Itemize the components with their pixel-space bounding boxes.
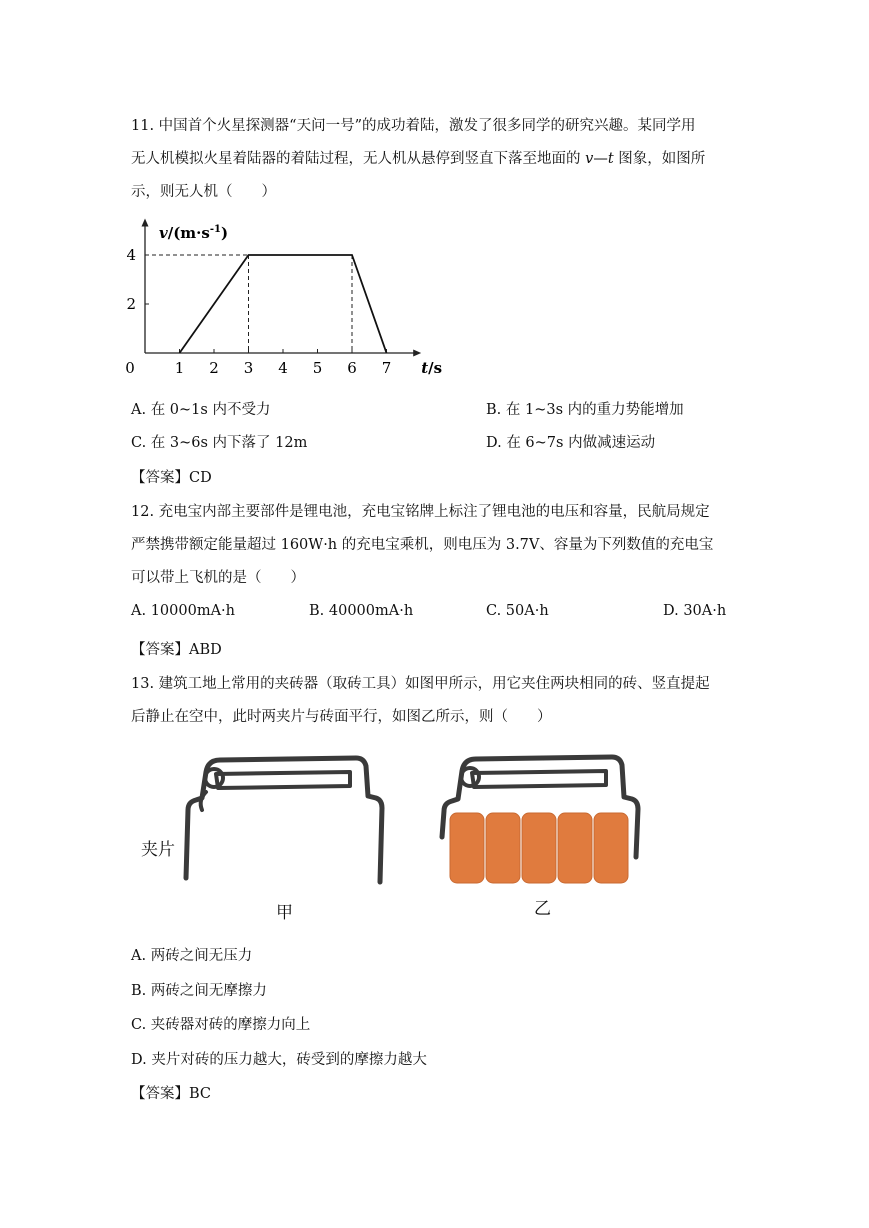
x-tick-label: 5	[312, 359, 323, 377]
q13-stem-line1: 13. 建筑工地上常用的夹砖器（取砖工具）如图甲所示，用它夹住两块相同的砖、竖直提起	[131, 676, 710, 692]
figure-yi-label: 乙	[534, 899, 551, 919]
x-tick-label: 6	[347, 359, 357, 377]
x-tick-label: 4	[278, 359, 288, 377]
q12-option-b: B. 40000mA·h	[309, 603, 414, 619]
x-tick-label: 2	[209, 359, 219, 377]
brick	[522, 813, 556, 883]
q13-answer: 【答案】BC	[131, 1086, 212, 1102]
figure-jia-clamp	[180, 748, 390, 888]
q11-t-symbol: t	[607, 151, 614, 167]
x-tick-label: 0	[125, 359, 135, 377]
q13-option-d: D. 夹片对砖的压力越大，砖受到的摩擦力越大	[131, 1052, 427, 1068]
q13-option-b: B. 两砖之间无摩擦力	[131, 983, 267, 999]
q11-stem-text: 无人机模拟火星着陆器的着陆过程，无人机从悬停到竖直下落至地面的	[131, 151, 581, 167]
x-axis-arrow	[413, 350, 421, 357]
q12-stem-line3: 可以带上飞机的是（ ）	[131, 570, 305, 586]
velocity-series-line	[180, 255, 387, 353]
q12-option-a: A. 10000mA·h	[131, 603, 235, 619]
q13-option-a: A. 两砖之间无压力	[131, 948, 253, 964]
brick	[558, 813, 592, 883]
clip-label: 夹片	[141, 840, 175, 860]
q11-option-a: A. 在 0~1s 内不受力	[131, 402, 271, 418]
y-axis-label: $v/(m\cdot s^{-1})$	[159, 224, 229, 242]
q11-answer: 【答案】CD	[131, 470, 212, 486]
y-tick-label: 4	[126, 246, 136, 264]
q11-stem-text-end: 图象，如图所	[618, 151, 706, 167]
brick	[450, 813, 484, 883]
q12-stem-line1: 12. 充电宝内部主要部件是锂电池，充电宝铭牌上标注了锂电池的电压和容量，民航局规定	[131, 504, 710, 520]
brick	[594, 813, 628, 883]
y-axis-arrow	[142, 219, 149, 227]
q11-option-c: C. 在 3~6s 内下落了 12m	[131, 435, 308, 451]
q13-stem-line2: 后静止在空中，此时两夹片与砖面平行，如图乙所示，则（ ）	[131, 709, 552, 725]
brick-stack	[450, 813, 628, 883]
figure-jia-label: 甲	[276, 903, 293, 923]
q13-option-c: C. 夹砖器对砖的摩擦力向上	[131, 1017, 311, 1033]
x-tick-label: 1	[174, 359, 185, 377]
q12-answer: 【答案】ABD	[131, 642, 222, 658]
q11-stem-line2	[131, 147, 705, 168]
brick	[486, 813, 520, 883]
q12-option-d: D. 30A·h	[663, 603, 727, 619]
x-tick-label: 3	[243, 359, 254, 377]
x-tick-label: 7	[381, 359, 392, 377]
x-axis-label: t/s	[421, 359, 443, 377]
vt-chart	[125, 222, 443, 382]
q12-stem-line2: 严禁携带额定能量超过 160W·h 的充电宝乘机，则电压为 3.7V、容量为下列数值的充电宝	[131, 537, 714, 553]
q12-option-c: C. 50A·h	[486, 603, 549, 619]
q11-option-d: D. 在 6~7s 内做减速运动	[486, 435, 656, 451]
q11-dash: —	[593, 151, 608, 167]
q11-stem-line1: 11. 中国首个火星探测器“天问一号”的成功着陆，激发了很多同学的研究兴趣。某同学用	[131, 118, 696, 134]
figure-yi-clamp-with-bricks	[436, 745, 646, 895]
q11-option-b: B. 在 1~3s 内的重力势能增加	[486, 402, 684, 418]
q11-stem-line3: 示，则无人机（ ）	[131, 184, 276, 200]
y-tick-label: 2	[126, 295, 136, 313]
q11-v-symbol: v	[585, 151, 594, 167]
